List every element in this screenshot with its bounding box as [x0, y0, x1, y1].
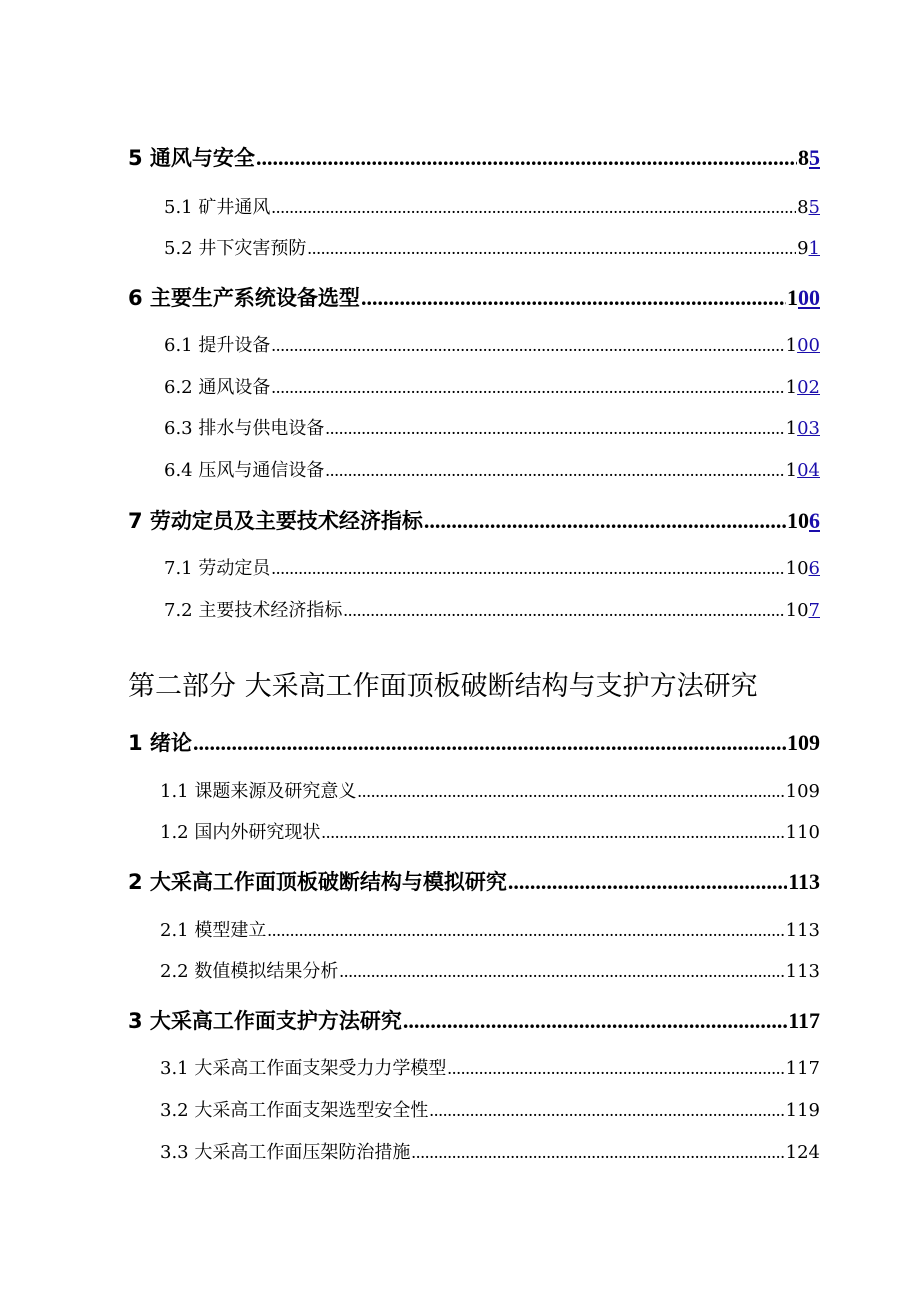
toc-entry-label: 1.1 课题来源及研究意义	[160, 781, 357, 802]
toc-entry-7-1[interactable]	[164, 554, 820, 580]
toc-entry-6[interactable]	[128, 282, 820, 312]
toc-entry-label: 6.2 通风设备	[164, 377, 271, 398]
toc-page-number: 117	[788, 1008, 820, 1033]
toc-entry-6-4[interactable]	[164, 456, 820, 482]
toc-page-number: 106	[785, 558, 820, 579]
toc-entry-5[interactable]	[128, 142, 820, 172]
toc-entry-label: 2 大采高工作面顶板破断结构与模拟研究	[128, 870, 507, 894]
dot-leader	[325, 418, 784, 439]
toc-entry-label: 3 大采高工作面支护方法研究	[128, 1009, 402, 1033]
dot-leader	[447, 1058, 784, 1079]
toc-page-number: 113	[785, 961, 820, 982]
dot-leader	[357, 781, 784, 802]
toc-page-number: 106	[787, 508, 820, 533]
dot-leader	[403, 1008, 787, 1034]
toc-entry-label: 7.1 劳动定员	[164, 558, 271, 579]
toc-page-number: 117	[785, 1058, 820, 1079]
toc-entry-6-1[interactable]	[164, 331, 820, 357]
dot-leader	[307, 238, 796, 259]
toc2-entry-3[interactable]	[128, 1005, 820, 1035]
toc-entry-label: 5.1 矿井通风	[164, 197, 271, 218]
toc-entry-label: 6.3 排水与供电设备	[164, 418, 325, 439]
toc-page-number: 110	[785, 822, 820, 843]
toc2-entry-2-2[interactable]	[160, 957, 820, 983]
page-link[interactable]: 6	[809, 508, 820, 533]
page-link[interactable]: 04	[797, 460, 820, 481]
dot-leader	[271, 558, 784, 579]
toc-entry-5-1[interactable]	[164, 193, 820, 219]
dot-leader	[429, 1100, 784, 1121]
toc-page-number: 109	[785, 781, 820, 802]
part-title: 第二部分 大采高工作面顶板破断结构与支护方法研究	[128, 671, 758, 702]
toc-entry-label: 1.2 国内外研究现状	[160, 822, 321, 843]
toc2-entry-3-1[interactable]	[160, 1054, 820, 1080]
dot-leader	[271, 377, 784, 398]
toc-page-number: 104	[785, 460, 820, 481]
toc-page-number: 103	[785, 418, 820, 439]
dot-leader	[321, 822, 784, 843]
toc-entry-label: 7 劳动定员及主要技术经济指标	[128, 509, 423, 533]
toc-entry-6-3[interactable]	[164, 414, 820, 440]
toc-entry-label: 2.2 数值模拟结果分析	[160, 961, 339, 982]
page-link[interactable]: 5	[808, 197, 820, 218]
toc2-entry-1-1[interactable]	[160, 777, 820, 803]
toc-entry-label: 5 通风与安全	[128, 146, 255, 170]
page-link[interactable]: 03	[797, 418, 820, 439]
toc-entry-7[interactable]	[128, 505, 820, 535]
toc-page-number: 85	[798, 145, 820, 170]
toc-page-number: 109	[787, 730, 820, 755]
toc-page-number: 124	[785, 1142, 820, 1163]
page-link[interactable]: 7	[808, 600, 820, 621]
toc-page-number: 91	[797, 238, 820, 259]
dot-leader	[424, 508, 786, 534]
dot-leader	[193, 730, 786, 756]
toc2-entry-1-2[interactable]	[160, 818, 820, 844]
toc-entry-label: 5.2 井下灾害预防	[164, 238, 307, 259]
toc-page-number: 85	[797, 197, 820, 218]
dot-leader	[271, 335, 784, 356]
toc-entry-label: 3.3 大采高工作面压架防治措施	[160, 1142, 411, 1163]
dot-leader	[339, 961, 784, 982]
page-link[interactable]: 02	[797, 377, 820, 398]
toc-entry-7-2[interactable]	[164, 596, 820, 622]
toc-entry-label: 6.1 提升设备	[164, 335, 271, 356]
toc-entry-label: 2.1 模型建立	[160, 920, 267, 941]
toc-page-number: 102	[785, 377, 820, 398]
page-link[interactable]: 5	[809, 145, 820, 170]
toc-entry-label: 3.1 大采高工作面支架受力力学模型	[160, 1058, 447, 1079]
toc2-entry-3-2[interactable]	[160, 1096, 820, 1122]
toc-entry-label: 6.4 压风与通信设备	[164, 460, 325, 481]
toc2-entry-1[interactable]	[128, 727, 820, 757]
toc-entry-6-2[interactable]	[164, 373, 820, 399]
toc-page-number: 100	[787, 285, 820, 310]
toc-entry-label: 1 绪论	[128, 731, 192, 755]
page-link[interactable]: 6	[808, 558, 820, 579]
toc-page-number: 113	[785, 920, 820, 941]
dot-leader	[256, 145, 797, 171]
toc-entry-5-2[interactable]	[164, 234, 820, 260]
dot-leader	[343, 600, 784, 621]
toc-page-number: 119	[785, 1100, 820, 1121]
toc-entry-label: 6 主要生产系统设备选型	[128, 286, 360, 310]
page-link[interactable]: 00	[797, 335, 820, 356]
dot-leader	[361, 285, 786, 311]
toc-page-number: 100	[785, 335, 820, 356]
dot-leader	[267, 920, 784, 941]
toc-entry-label: 3.2 大采高工作面支架选型安全性	[160, 1100, 429, 1121]
page-link[interactable]: 00	[798, 285, 820, 310]
toc-entry-label: 7.2 主要技术经济指标	[164, 600, 343, 621]
dot-leader	[411, 1142, 784, 1163]
toc-page-number: 113	[788, 869, 820, 894]
dot-leader	[271, 197, 796, 218]
dot-leader	[508, 869, 787, 895]
toc-page-number: 107	[785, 600, 820, 621]
toc2-entry-3-3[interactable]	[160, 1138, 820, 1164]
page-link[interactable]: 1	[808, 238, 820, 259]
toc2-entry-2-1[interactable]	[160, 916, 820, 942]
dot-leader	[325, 460, 784, 481]
toc2-entry-2[interactable]	[128, 866, 820, 896]
